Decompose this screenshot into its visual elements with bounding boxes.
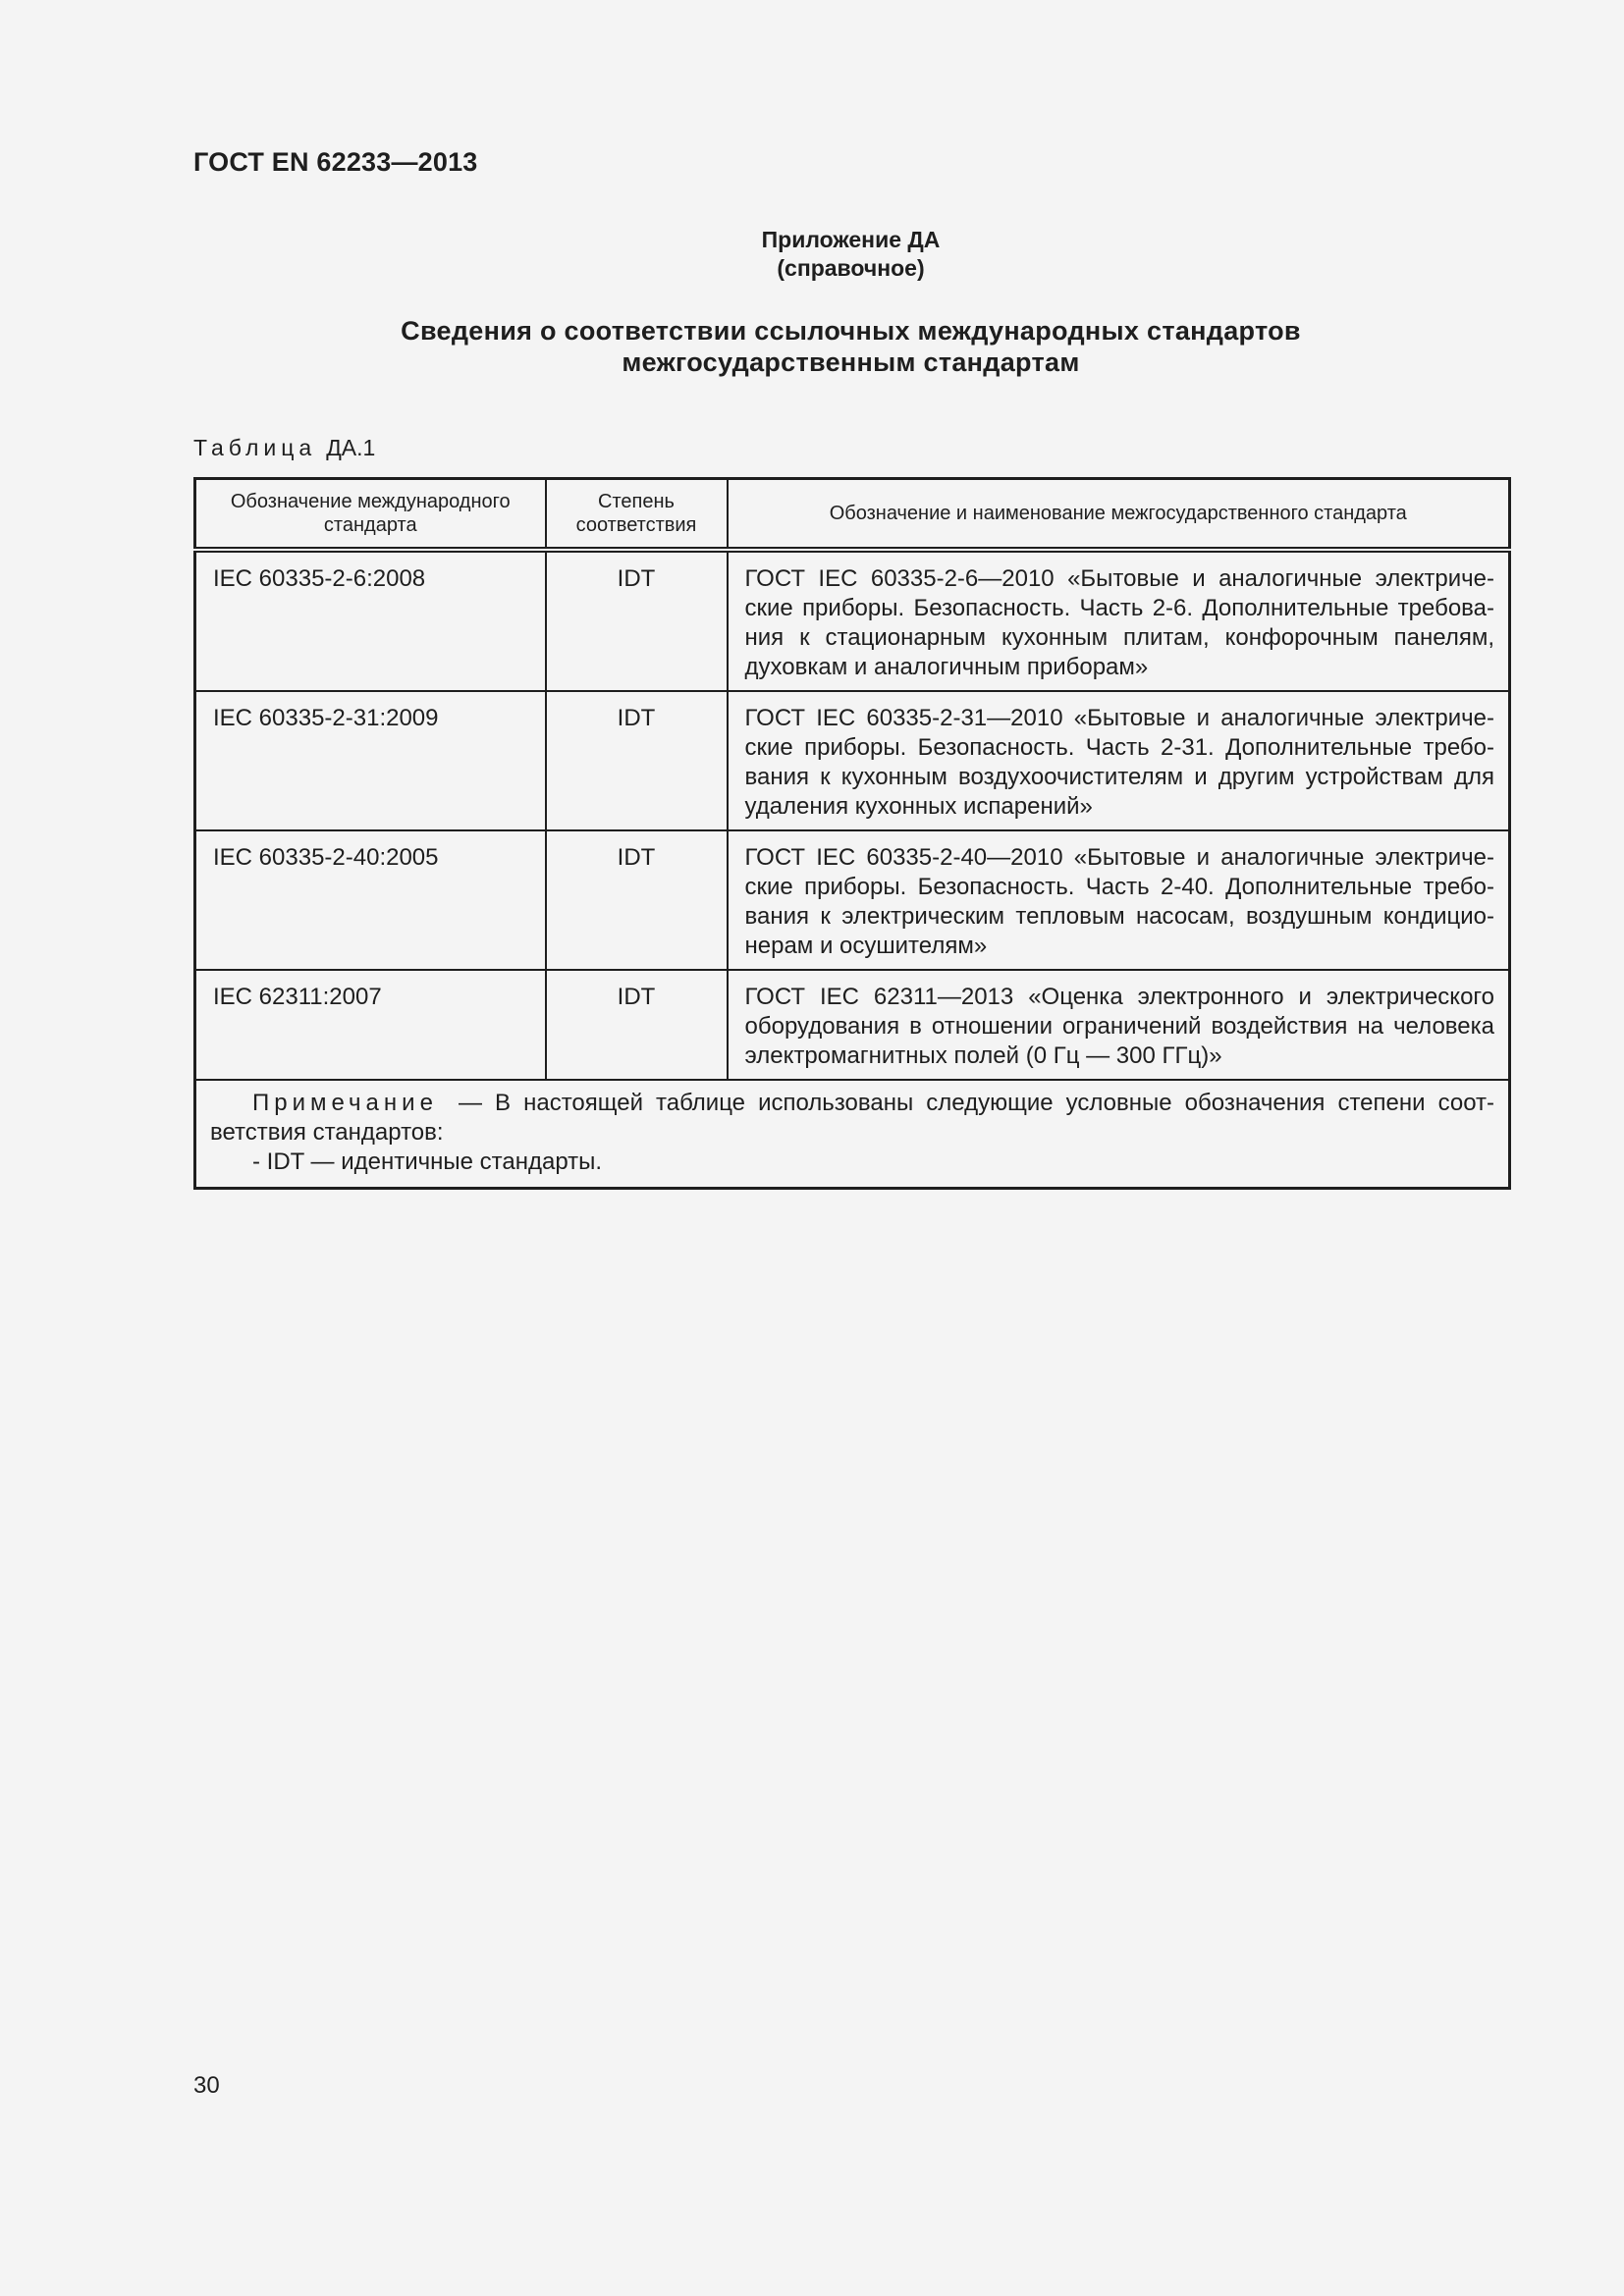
standards-correspondence-table xyxy=(193,477,1511,1190)
document-id-header: ГОСТ EN 62233—2013 xyxy=(193,147,478,177)
column-header-interstate xyxy=(728,479,1510,551)
column-header-text: соответствия xyxy=(575,514,697,536)
annex-heading xyxy=(193,226,1508,283)
table-note-row xyxy=(195,1080,1510,1189)
column-header-international xyxy=(195,479,546,551)
annex-subtitle: (справочное) xyxy=(777,255,925,281)
degree-cell: IDT xyxy=(546,550,728,691)
section-title-line-1: Сведения о соответствии ссылочных международных стандартов xyxy=(401,316,1301,346)
interstate-standard-cell: ГОСТ IEC 60335-2-40—2010 «Бытовые и аналогичные электрические приборы. Безопасность. Часть 2-40. Дополнительные требования к электрическим тепловым насосам, воздушным кондиционерам и осушителям» xyxy=(728,830,1510,970)
table-caption-word: Таблица xyxy=(193,435,317,460)
international-standard-cell: IEC 60335-2-31:2009 xyxy=(195,691,546,830)
note-item: - IDT — идентичные стандарты. xyxy=(252,1148,603,1175)
table-caption-id: ДА.1 xyxy=(326,435,376,460)
note-text: — В настоящей таблице использованы следующие условные обозначения степени соответствия стандартов: xyxy=(210,1090,1495,1146)
column-header-text: Степень xyxy=(598,491,675,512)
degree-cell: IDT xyxy=(546,830,728,970)
annex-title: Приложение ДА xyxy=(761,227,941,252)
column-header-degree xyxy=(546,479,728,551)
interstate-standard-cell: ГОСТ IEC 62311—2013 «Оценка электронного и электрического оборудования в отношении ограничений воздействия на человека электромагнитных полей (0 Гц — 300 ГГц)» xyxy=(728,970,1510,1080)
degree-cell: IDT xyxy=(546,691,728,830)
table-note xyxy=(195,1080,1510,1189)
table-row xyxy=(195,970,1510,1080)
interstate-standard-cell: ГОСТ IEC 60335-2-31—2010 «Бытовые и аналогичные электрические приборы. Безопасность. Часть 2-31. Дополнительные требования к кухонным воздухоочистителям и другим устройствам для удаления кухонных испарений» xyxy=(728,691,1510,830)
international-standard-cell: IEC 60335-2-40:2005 xyxy=(195,830,546,970)
table-row xyxy=(195,691,1510,830)
page-number: 30 xyxy=(193,2072,220,2099)
interstate-standard-cell: ГОСТ IEC 60335-2-6—2010 «Бытовые и аналогичные электрические приборы. Безопасность. Часть 2-6. Дополнительные требования к стационарным кухонным плитам, конфорочным панелям, духовкам и аналогичным приборам» xyxy=(728,550,1510,691)
column-header-text: Обозначение международного xyxy=(230,491,511,512)
column-header-text: Обозначение и наименование межгосударственного стандарта xyxy=(829,503,1407,524)
table-row xyxy=(195,550,1510,691)
note-label: Примечание xyxy=(252,1090,438,1116)
table-row xyxy=(195,830,1510,970)
table-header-row xyxy=(195,479,1510,551)
international-standard-cell: IEC 60335-2-6:2008 xyxy=(195,550,546,691)
section-title xyxy=(193,315,1508,378)
column-header-text: стандарта xyxy=(323,514,417,536)
section-title-line-2: межгосударственным стандартам xyxy=(622,347,1080,377)
international-standard-cell: IEC 62311:2007 xyxy=(195,970,546,1080)
table-caption xyxy=(193,435,375,461)
degree-cell: IDT xyxy=(546,970,728,1080)
